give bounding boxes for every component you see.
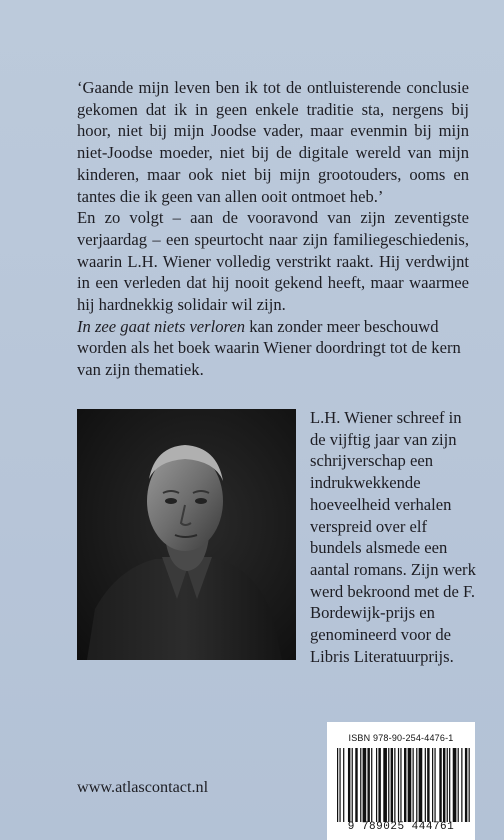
barcode — [327, 722, 475, 840]
barcode-bars — [337, 748, 471, 822]
ean-digits: 9 789025 444761 — [347, 821, 455, 833]
blurb-quote: ‘Gaande mijn leven ben ik tot de ontluisterende conclusie gekomen dat ik in geen enkele traditie sta, nergens bij hoor, niet bij mijn Joodse vader, maar evenmin bij mijn niet-Joodse moeder, niet bij de digitale wereld van mijn kinderen, maar ook niet bij mijn grootouders, ooms en tantes die ik geen van allen ooit ontmoet heb.’ — [77, 78, 469, 206]
author-bio-text: L.H. Wiener schreef in de vijftig jaar van zijn schrijverschap een indrukwekkende hoeveelheid verhalen verspreid over elf bundels alsmede een aantal romans. Zijn werk werd bekroond met de F. Bordewijk-prijs en genomineerd voor de Libris Literatuurprijs. — [310, 408, 476, 666]
blurb-closing — [77, 316, 469, 381]
publisher-url[interactable]: www.atlascontact.nl — [77, 778, 209, 796]
author-bio — [310, 407, 480, 667]
blurb — [77, 77, 469, 381]
blurb-closing-text: kan zonder meer beschouwd worden als het boek waarin Wiener doordringt tot de kern van zijn thematiek. — [77, 316, 461, 380]
author-photo — [77, 409, 296, 660]
book-title: In zee gaat niets verloren — [77, 316, 246, 336]
isbn-label: ISBN 978-90-254-4476-1 — [348, 733, 454, 743]
blurb-summary: En zo volgt – aan de vooravond van zijn zeventigste verjaardag – een speurtocht naar zijn familiegeschiedenis, waarin L.H. Wiener volledig verstrikt raakt. Hij verdwijnt in een verleden dat hij nooit gekend heeft, maar waarmee hij hardnekkig solidair wil zijn. — [77, 208, 469, 315]
